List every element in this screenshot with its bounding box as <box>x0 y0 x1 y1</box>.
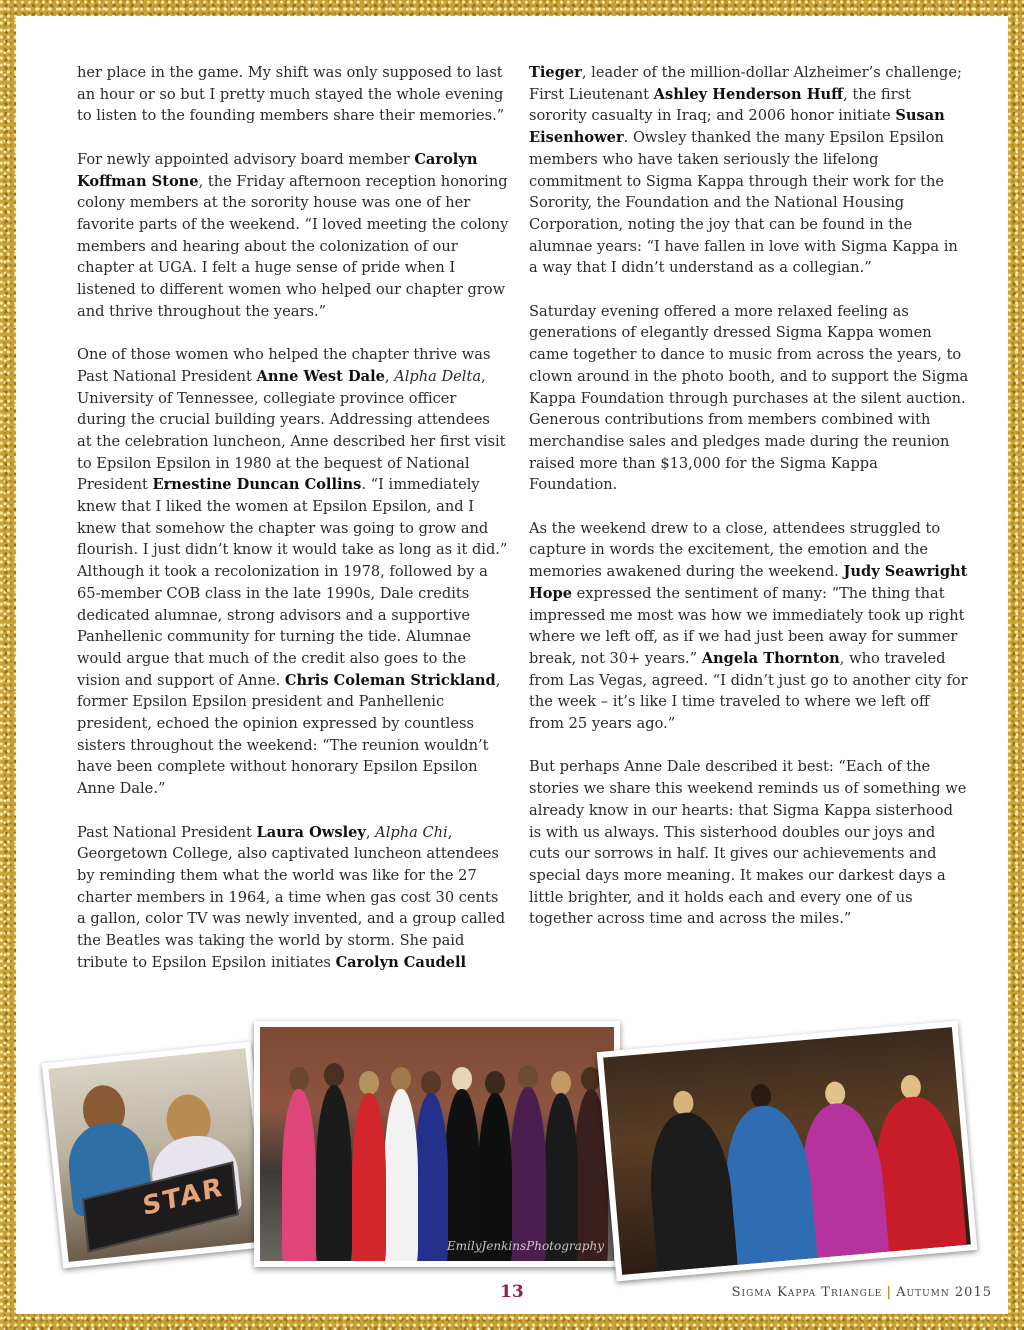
name-bold: Tieger <box>529 64 582 81</box>
page-number: 13 <box>500 1282 524 1302</box>
star-sign-text: STAR <box>141 1172 226 1223</box>
text-run: . “I immediately knew that I liked the women at Epsilon Epsilon, and I knew that somehow the chapter was going to grow and flourish. I just didn’t know it would take as long as it did.” Although it took a recolonization in 1978, followed by a 65-member COB class in the late 1990s, Dale credits dedicated alumnae, strong advisors and a supportive Panhellenic community for turning the tide. Alumnae would argue that much of the credit also goes to the vision and support of Anne. <box>77 476 508 689</box>
chapter-italic: Alpha Delta <box>394 367 482 385</box>
text-run: , who traveled from Las Vegas, agreed. “I didn’t just go to another city for the week – it’s like I time traveled to where we left off from 25 years ago.” <box>529 649 968 733</box>
footer-separator: | <box>886 1285 893 1300</box>
person-figure <box>510 1087 546 1261</box>
text-run: One of those women who helped the chapter thrive was Past National President <box>77 346 491 385</box>
photo-booth-photo <box>42 1042 272 1269</box>
paragraph <box>77 149 509 323</box>
person-figure <box>444 1089 480 1261</box>
person-head <box>391 1067 411 1091</box>
name-bold: Carolyn Koffman Stone <box>77 150 478 190</box>
paragraph <box>529 518 969 735</box>
person-figure <box>384 1089 418 1261</box>
text-run: , the Friday afternoon reception honoring colony members at the sorority house was one of her favorite parts of the weekend. “I loved meeting the colony members and hearing about the colonization of our chapter at UGA. I felt a huge sense of pride when I listened to different women who helped our chapter grow and thrive throughout the years.” <box>77 172 509 320</box>
text-run: But perhaps Anne Dale described it best: “Each of the stories we share this weekend reminds us of something we already know in our hearts: that Sigma Kappa sisterhood is with us always. This sisterhood doubles our joys and cuts our sorrows in half. It gives our achievements and special days more meaning. It makes our darkest days a little brighter, and it holds each and every one of us together across time and across the miles.” <box>529 758 967 928</box>
paragraph <box>77 62 509 127</box>
paragraph <box>529 756 969 930</box>
person-head <box>289 1067 309 1091</box>
text-run: . Owsley thanked the many Epsilon Epsilon members who have taken seriously the lifelong commitment to Sigma Kappa through their work for the Sorority, the Foundation and the National Housing Corporation, noting the joy that can be found in the alumnae years: “I have fallen in love with Sigma Kappa in a way that I didn’t understand as a collegian.” <box>529 129 958 277</box>
name-bold: Anne West Dale <box>256 367 385 385</box>
alumnae-photo <box>597 1021 978 1282</box>
person-head <box>421 1071 441 1095</box>
person-figure <box>352 1093 386 1261</box>
text-run: , the first sorority casualty in Iraq; and 2006 honor initiate <box>529 85 911 125</box>
person-head <box>359 1071 379 1095</box>
text-run: Past National President <box>77 823 257 841</box>
name-bold: Chris Coleman Strickland <box>284 671 496 689</box>
paragraph <box>77 344 509 800</box>
paragraph <box>529 301 969 496</box>
right-column <box>529 62 969 952</box>
text-run: , Georgetown College, also captivated luncheon attendees by reminding them what the world was like for the 27 charter members in 1964, a time when gas cost 30 cents a gallon, color TV was newly invented, and a group called the Beatles was taking the world by storm. She paid tribute to Epsilon Epsilon initiates <box>77 823 506 971</box>
text-run: , <box>384 367 395 385</box>
paragraph <box>529 62 969 279</box>
text-run: As the weekend drew to a close, attendees struggled to capture in words the excitement, the emotion and the memories awakened during the weekend. <box>529 519 941 581</box>
text-run: , leader of the million-dollar Alzheimer’s challenge; First Lieutenant <box>529 64 962 103</box>
publication-name: Sigma Kappa Triangle <box>731 1285 883 1300</box>
person-head <box>485 1071 505 1095</box>
person-head <box>324 1063 344 1087</box>
photographer-watermark: EmilyJenkinsPhotography <box>446 1239 604 1253</box>
person-figure <box>544 1093 578 1261</box>
group-photo <box>254 1021 620 1267</box>
issue-date: Autumn 2015 <box>896 1285 992 1300</box>
person-figure <box>282 1089 316 1261</box>
footer-publication <box>732 1285 992 1300</box>
name-bold: Carolyn Caudell <box>335 953 467 971</box>
person-head <box>551 1071 571 1095</box>
person-figure <box>316 1085 352 1261</box>
name-bold: Susan Eisenhower <box>529 107 945 147</box>
text-run: Saturday evening offered a more relaxed feeling as generations of elegantly dressed Sigma Kappa women came together to dance to music from across the years, to clown around in the photo booth, and to support the Sigma Kappa Foundation through purchases at the silent auction. Generous contributions from members combined with merchandise sales and pledges made during the reunion raised more than $13,000 for the Sigma Kappa Foundation. <box>529 302 969 494</box>
text-run: For newly appointed advisory board member <box>77 150 415 168</box>
person-head <box>452 1067 472 1091</box>
text-run: , <box>365 823 376 841</box>
name-bold: Ernestine Duncan Collins <box>152 476 362 494</box>
chapter-italic: Alpha Chi <box>375 823 448 841</box>
paragraph <box>77 822 509 974</box>
left-column <box>77 62 509 995</box>
name-bold: Ashley Henderson Huff <box>653 85 844 103</box>
name-bold: Angela Thornton <box>701 649 840 667</box>
name-bold: Judy Seawright Hope <box>529 563 968 602</box>
text-run: , former Epsilon Epsilon president and Panhellenic president, echoed the opinion expressed by countless sisters throughout the weekend: “The reunion wouldn’t have been complete without honorary Epsilon Epsilon Anne Dale.” <box>77 671 501 798</box>
person-figure <box>644 1109 739 1275</box>
person-figure <box>478 1093 512 1261</box>
person-head <box>518 1065 538 1089</box>
person-figure <box>414 1093 448 1261</box>
text-run: her place in the game. My shift was only supposed to last an hour or so but I pretty much stayed the whole evening to listen to the founding members share their memories.” <box>77 64 505 125</box>
name-bold: Laura Owsley <box>256 823 366 841</box>
text-run: expressed the sentiment of many: “The thing that impressed me most was how we immediately took up right where we left off, as if we had just been away for summer break, not 30+ years.” <box>529 584 965 667</box>
text-run: , University of Tennessee, collegiate province officer during the crucial building years. Addressing attendees at the celebration luncheon, Anne described her first visit to Epsilon Epsilon in 1980 at the bequest of National President <box>77 367 506 494</box>
